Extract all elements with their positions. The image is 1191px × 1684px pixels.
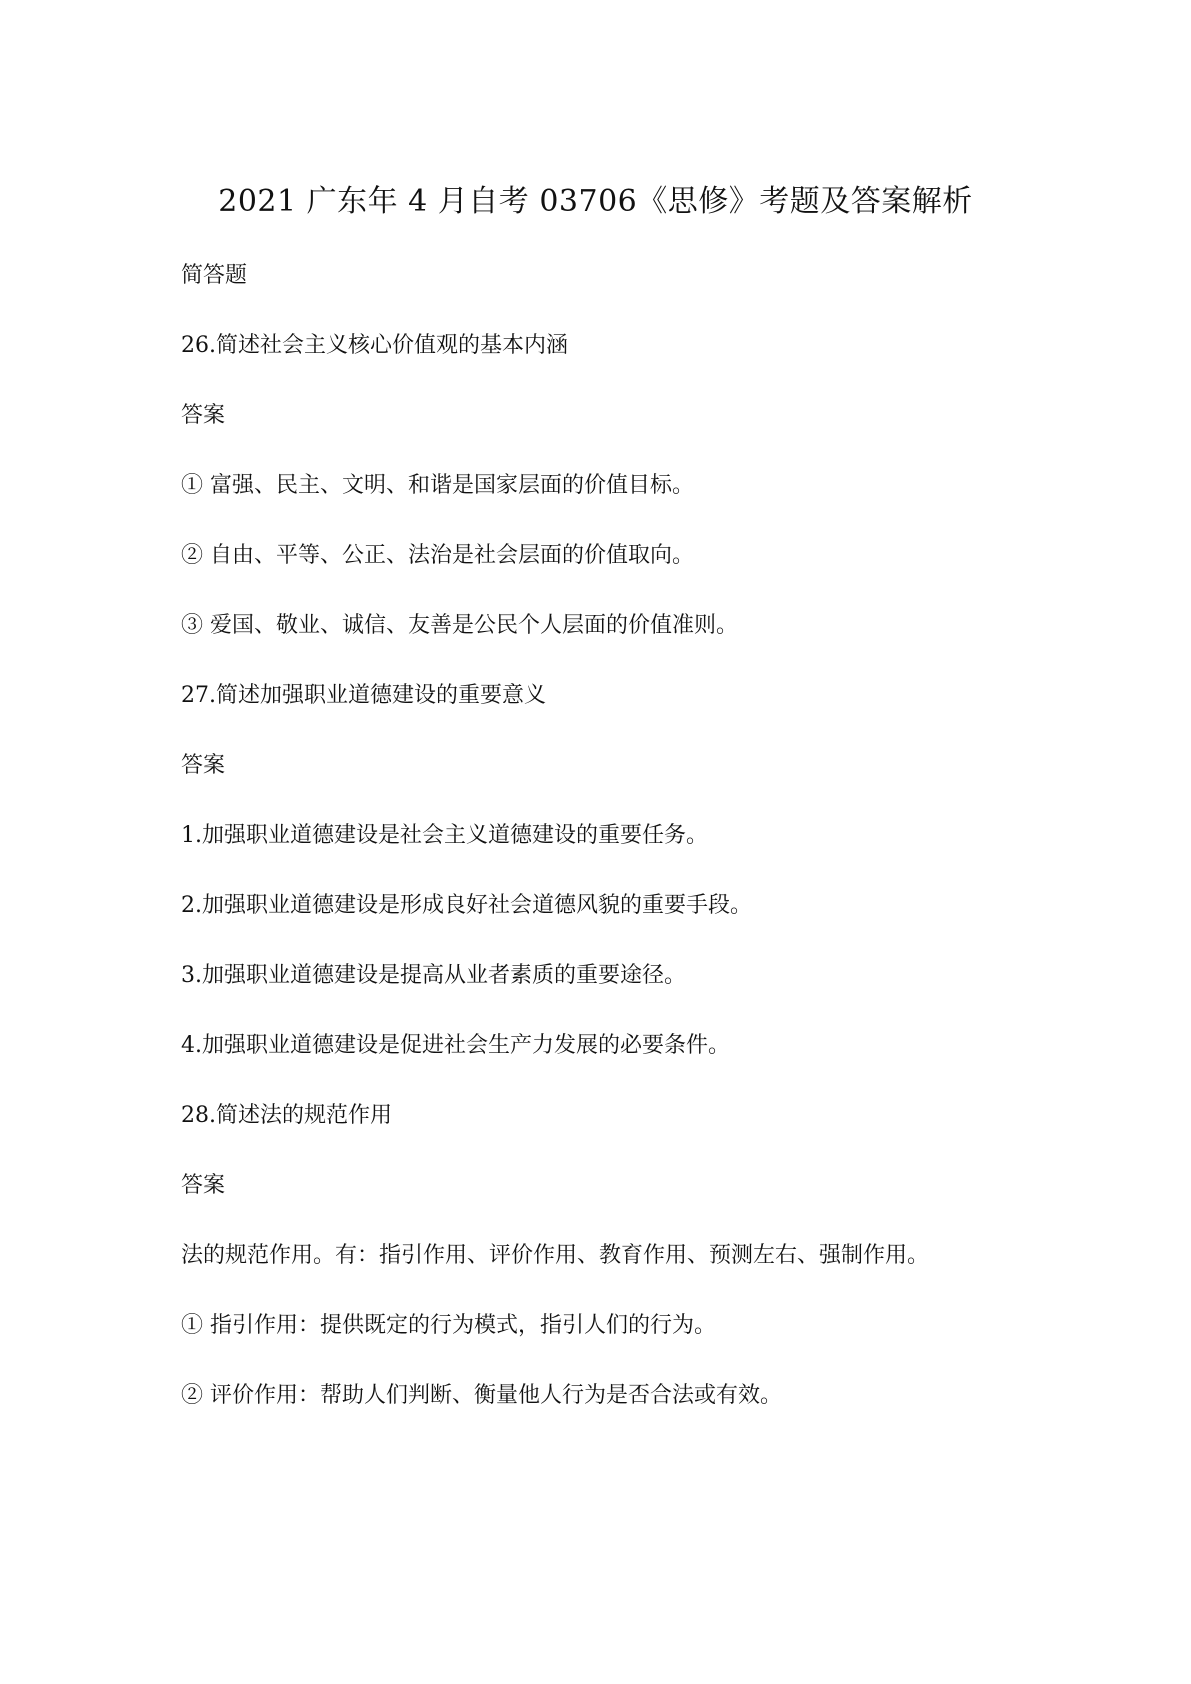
answer-28-line-2: ① 指引作用：提供既定的行为模式，指引人们的行为。 (181, 1313, 716, 1338)
answer-27-line-3: 3.加强职业道德建设是提高从业者素质的重要途径。 (181, 963, 686, 988)
question-27: 27.简述加强职业道德建设的重要意义 (181, 683, 546, 708)
answer-26-line-1: ① 富强、民主、文明、和谐是国家层面的价值目标。 (181, 473, 694, 498)
document-title: 2021 广东年 4 月自考 03706《思修》考题及答案解析 (218, 184, 973, 219)
answer-27-line-2: 2.加强职业道德建设是形成良好社会道德风貌的重要手段。 (181, 893, 752, 918)
answer-27-line-4: 4.加强职业道德建设是促进社会生产力发展的必要条件。 (181, 1033, 730, 1058)
answer-27-line-1: 1.加强职业道德建设是社会主义道德建设的重要任务。 (181, 823, 708, 848)
answer-label-26: 答案 (181, 403, 226, 428)
answer-label-28: 答案 (181, 1173, 226, 1198)
answer-26-line-3: ③ 爱国、敬业、诚信、友善是公民个人层面的价值准则。 (181, 613, 738, 638)
answer-26-line-2: ② 自由、平等、公正、法治是社会层面的价值取向。 (181, 543, 694, 568)
section-heading: 简答题 (181, 263, 248, 288)
question-26: 26.简述社会主义核心价值观的基本内涵 (181, 333, 568, 358)
answer-28-line-1: 法的规范作用。有：指引作用、评价作用、教育作用、预测左右、强制作用。 (181, 1243, 930, 1268)
answer-28-line-3: ② 评价作用：帮助人们判断、衡量他人行为是否合法或有效。 (181, 1383, 782, 1408)
question-28: 28.简述法的规范作用 (181, 1103, 392, 1128)
answer-label-27: 答案 (181, 753, 226, 778)
